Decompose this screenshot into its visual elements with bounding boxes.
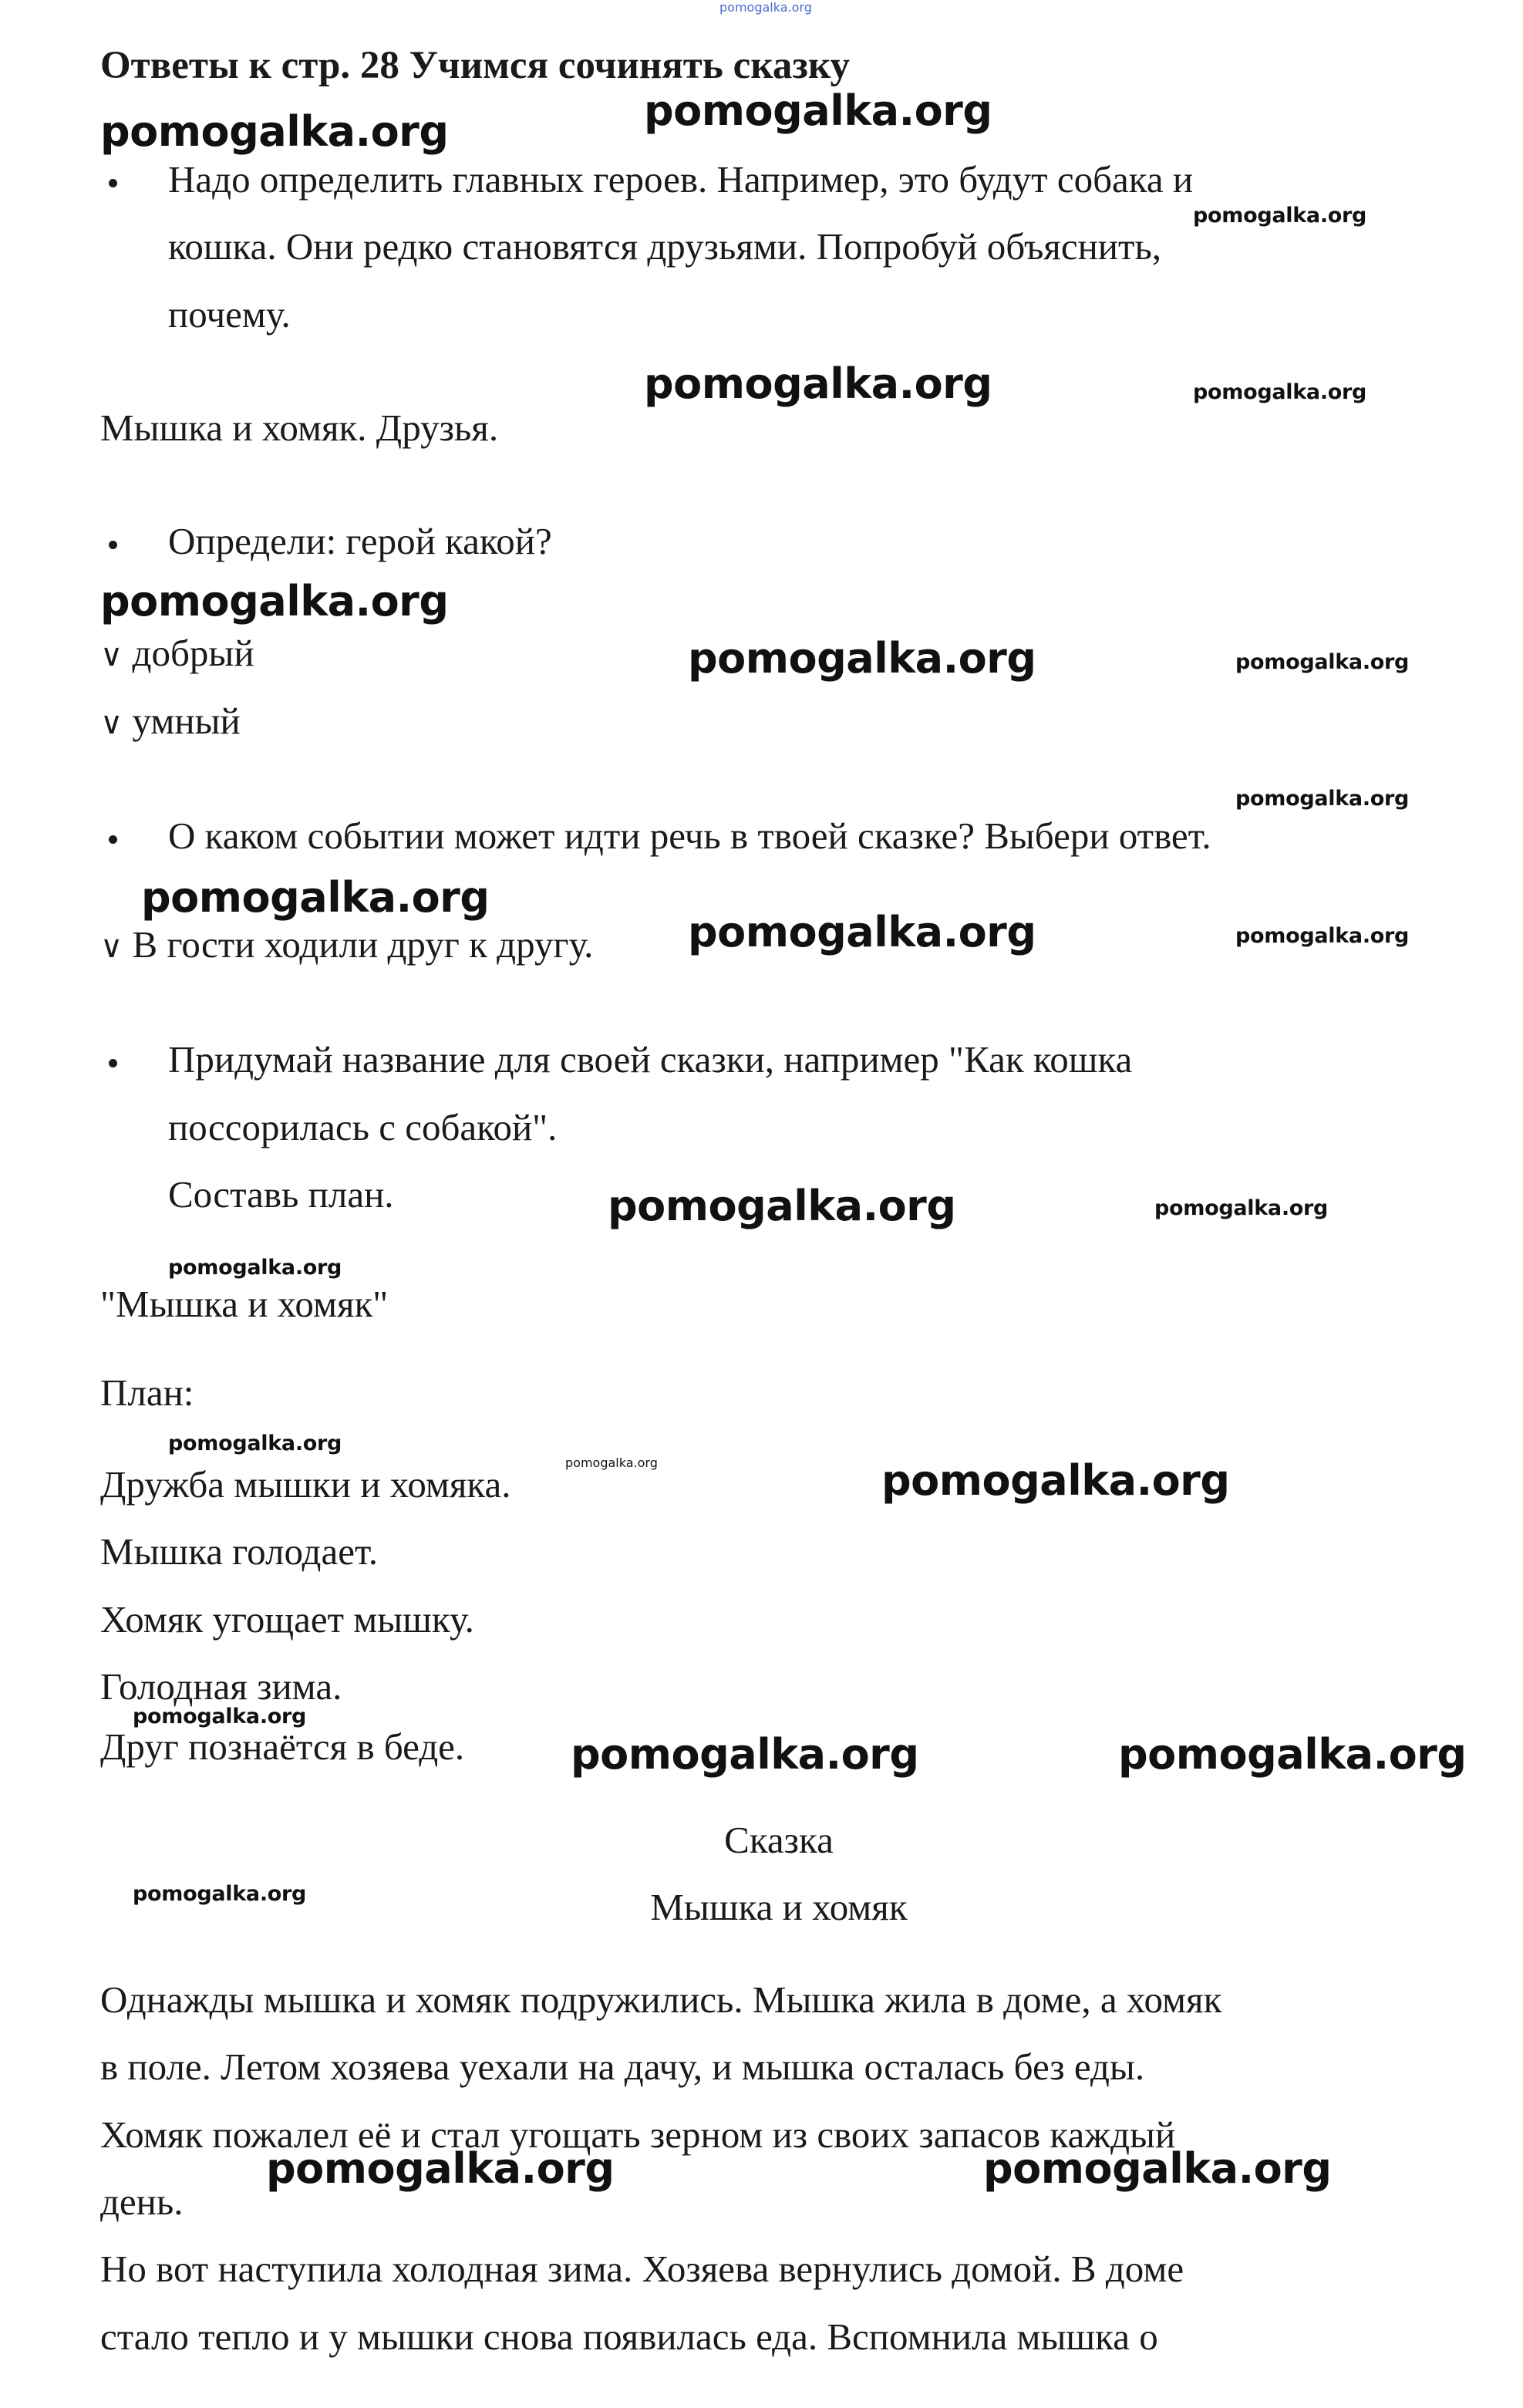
watermark: pomogalka.org: [1235, 924, 1410, 948]
page-title: Ответы к стр. 28 Учимся сочинять сказку: [100, 44, 850, 87]
story-name: Мышка и хомяк: [650, 1886, 908, 1928]
watermark: pomogalka.org: [644, 359, 992, 408]
bullet-dot: [109, 541, 117, 549]
watermark: pomogalka.org: [1118, 1730, 1467, 1779]
bullet-4-line-3: Составь план.: [168, 1173, 394, 1216]
watermark: pomogalka.org: [644, 86, 992, 135]
trait-1-text: добрый: [132, 632, 254, 674]
watermark: pomogalka.org: [688, 908, 1036, 956]
tale-title: "Мышка и хомяк": [100, 1283, 389, 1325]
check-mark-icon: ∨: [100, 638, 123, 673]
watermark: pomogalka.org: [571, 1730, 919, 1779]
check-mark-icon: ∨: [100, 929, 123, 965]
watermark: pomogalka.org: [100, 107, 449, 156]
story-line: Но вот наступила холодная зима. Хозяева вернулись домой. В доме: [100, 2248, 1184, 2290]
watermark: pomogalka.org: [168, 1432, 342, 1455]
story-line: стало тепло и у мышки снова появилась еда. Вспомнила мышка о: [100, 2315, 1158, 2358]
plan-item: Друг познаётся в беде.: [100, 1725, 465, 1768]
trait-2-text: умный: [132, 700, 241, 742]
answer-event: [100, 923, 594, 966]
watermark: pomogalka.org: [133, 1705, 307, 1728]
bullet-2: Определи: герой какой?: [168, 520, 552, 562]
story-line: Однажды мышка и хомяк подружились. Мышка жила в доме, а хомяк: [100, 1978, 1222, 2021]
bullet-dot: [109, 835, 117, 844]
bullet-1-line-2: кошка. Они редко становятся друзьями. Попробуй объяснить,: [168, 225, 1162, 268]
answer-event-text: В гости ходили друг к другу.: [132, 923, 594, 966]
watermark: pomogalka.org: [266, 2144, 615, 2193]
watermark: pomogalka.org: [688, 634, 1036, 683]
check-mark-icon: ∨: [100, 706, 123, 741]
plan-label: План:: [100, 1371, 194, 1414]
watermark: pomogalka.org: [133, 1882, 307, 1906]
watermark-top: pomogalka.org: [719, 0, 812, 15]
watermark: pomogalka.org: [168, 1256, 342, 1280]
plan-item: Голодная зима.: [100, 1665, 342, 1708]
trait-1: [100, 634, 254, 672]
bullet-1-line-1: Надо определить главных героев. Например, это будут собака и: [168, 158, 1194, 201]
story-line: Хомяк пожалел её и стал угощать зерном из своих запасов каждый: [100, 2113, 1176, 2156]
bullet-3: О каком событии может идти речь в твоей сказке? Выбери ответ.: [168, 814, 1211, 857]
bullet-1-line-3: почему.: [168, 293, 291, 336]
bullet-4-line-1: Придумай название для своей сказки, например "Как кошка: [168, 1038, 1133, 1081]
watermark: pomogalka.org: [608, 1182, 956, 1230]
answer-heroes: Мышка и хомяк. Друзья.: [100, 406, 499, 449]
bullet-4-line-2: поссорилась с собакой".: [168, 1106, 558, 1148]
watermark: pomogalka.org: [983, 2144, 1332, 2193]
watermark: pomogalka.org: [1235, 787, 1410, 811]
story-heading: Сказка: [724, 1819, 834, 1861]
watermark: pomogalka.org: [881, 1456, 1230, 1505]
watermark: pomogalka.org: [1235, 650, 1410, 674]
trait-2: [100, 702, 241, 740]
watermark: pomogalka.org: [1193, 380, 1367, 404]
watermark: pomogalka.org: [1154, 1196, 1329, 1220]
plan-item: Дружба мышки и хомяка.: [100, 1463, 511, 1506]
watermark: pomogalka.org: [141, 873, 490, 922]
plan-item: Хомяк угощает мышку.: [100, 1598, 474, 1641]
watermark: pomogalka.org: [100, 577, 449, 626]
story-line: день.: [100, 2180, 184, 2223]
watermark: pomogalka.org: [565, 1455, 658, 1470]
bullet-dot: [109, 1059, 117, 1067]
story-line: в поле. Летом хозяева уехали на дачу, и мышка осталась без еды.: [100, 2045, 1145, 2088]
watermark: pomogalka.org: [1193, 204, 1367, 228]
plan-item: Мышка голодает.: [100, 1530, 378, 1573]
bullet-dot: [109, 179, 117, 187]
